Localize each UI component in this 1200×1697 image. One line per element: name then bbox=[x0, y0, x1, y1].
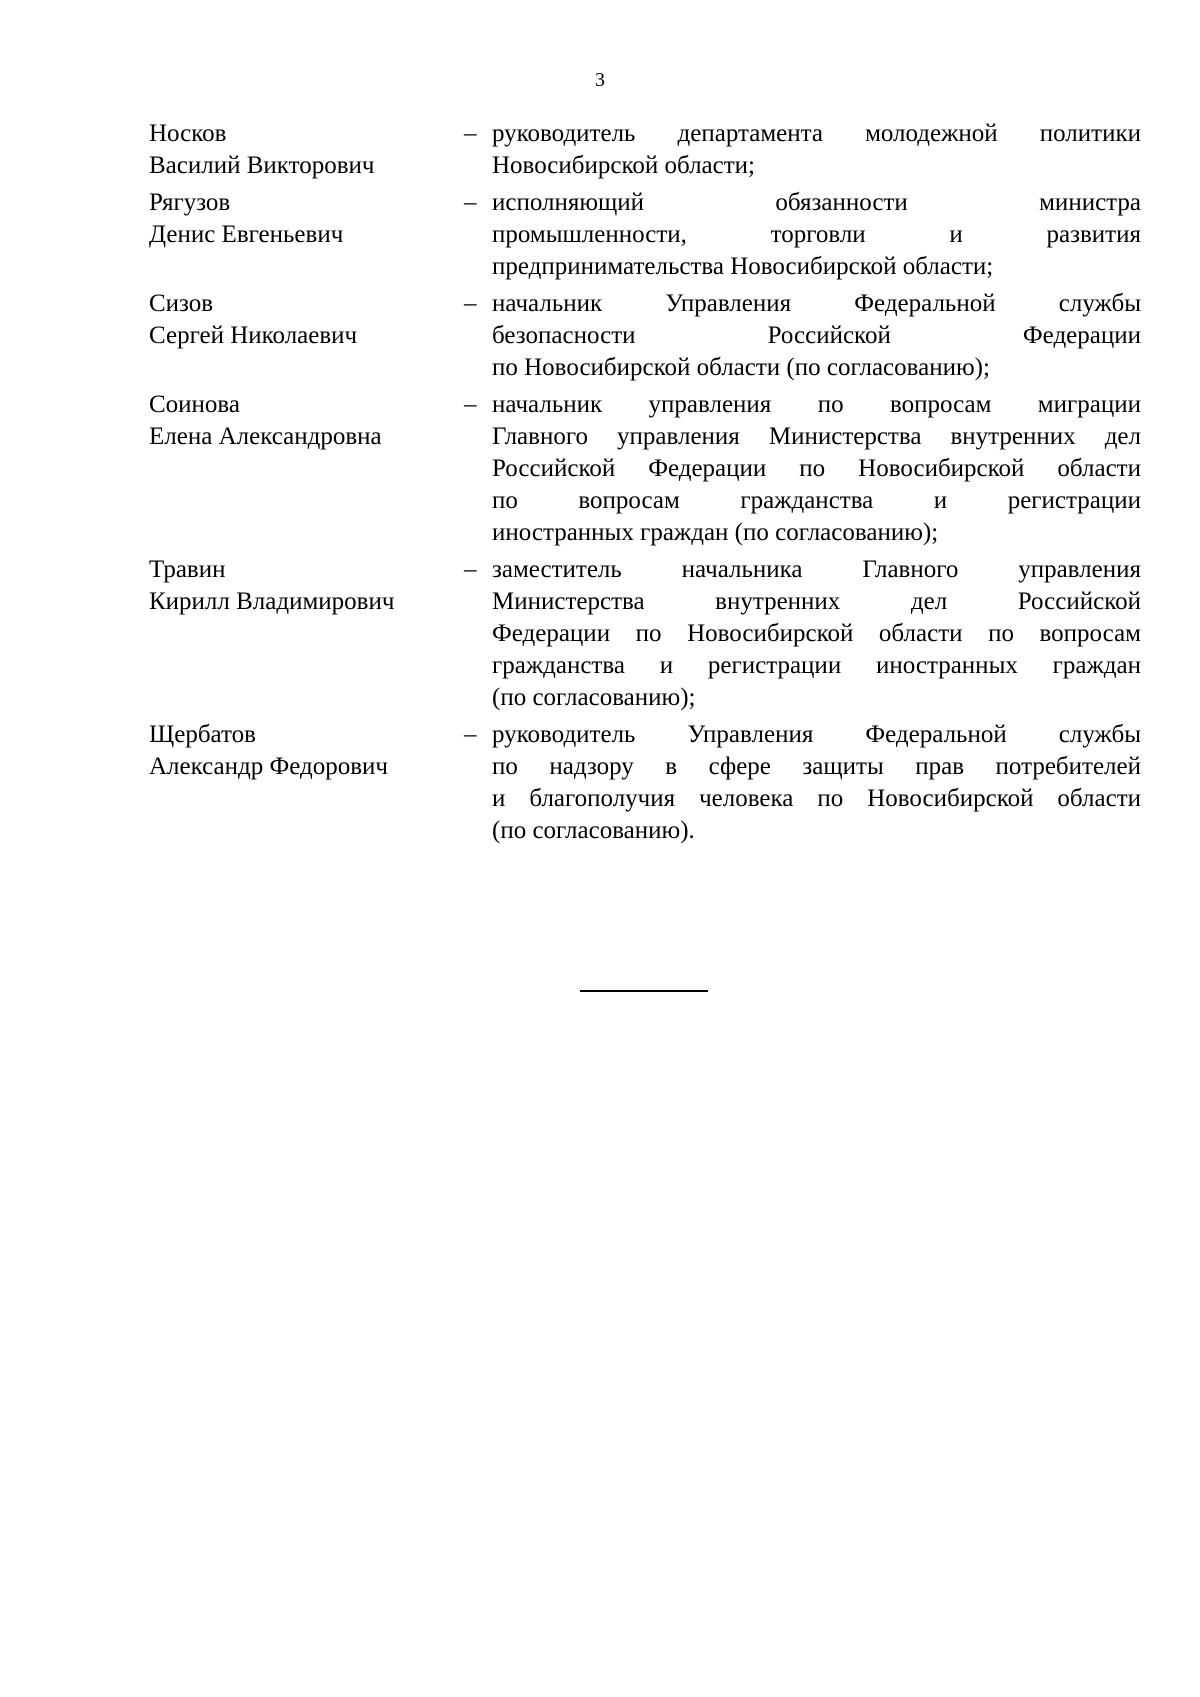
person-surname: Сизов bbox=[149, 290, 214, 317]
position-line: и благополучия человека по Новосибирской области bbox=[492, 785, 1141, 812]
roster-entry bbox=[149, 554, 1141, 714]
position-text bbox=[492, 118, 1141, 182]
person-given-names: Александр Федорович bbox=[149, 753, 388, 780]
position-line: (по согласованию); bbox=[492, 684, 696, 711]
position-line: гражданства и регистрации иностранных граждан bbox=[492, 652, 1141, 679]
dash-separator: – bbox=[464, 556, 477, 583]
position-line: начальник Управления Федеральной службы bbox=[492, 290, 1141, 317]
position-line: Новосибирской области; bbox=[492, 152, 756, 179]
position-line: Российской Федерации по Новосибирской области bbox=[492, 455, 1141, 482]
position-line: Министерства внутренних дел Российской bbox=[492, 588, 1141, 615]
person-given-names: Елена Александровна bbox=[149, 423, 382, 450]
position-line: исполняющий обязанности министра bbox=[492, 189, 1141, 216]
position-line: предпринимательства Новосибирской области; bbox=[492, 253, 994, 280]
position-line: по Новосибирской области (по согласованию); bbox=[492, 354, 990, 381]
person-surname: Носков bbox=[149, 120, 227, 147]
position-text bbox=[492, 288, 1141, 384]
dash-separator: – bbox=[464, 721, 477, 748]
dash-separator: – bbox=[464, 391, 477, 418]
person-name bbox=[149, 389, 464, 453]
person-surname: Щербатов bbox=[149, 721, 256, 748]
roster-entry bbox=[149, 187, 1141, 283]
person-name bbox=[149, 288, 464, 352]
person-name bbox=[149, 554, 464, 618]
position-line: заместитель начальника Главного управления bbox=[492, 556, 1141, 583]
dash-separator: – bbox=[464, 290, 477, 317]
position-text bbox=[492, 187, 1141, 283]
person-surname: Травин bbox=[149, 556, 226, 583]
position-line: по надзору в сфере защиты прав потребителей bbox=[492, 753, 1141, 780]
end-of-list-rule bbox=[580, 990, 708, 992]
position-line: иностранных граждан (по согласованию); bbox=[492, 519, 939, 546]
person-given-names: Сергей Николаевич bbox=[149, 322, 358, 349]
roster-entry bbox=[149, 389, 1141, 549]
position-line: руководитель Управления Федеральной службы bbox=[492, 721, 1141, 748]
position-line: Главного управления Министерства внутренних дел bbox=[492, 423, 1141, 450]
position-text bbox=[492, 719, 1141, 847]
position-line: руководитель департамента молодежной политики bbox=[492, 120, 1141, 147]
position-line: (по согласованию). bbox=[492, 817, 695, 844]
position-line: промышленности, торговли и развития bbox=[492, 221, 1141, 248]
position-line: начальник управления по вопросам миграции bbox=[492, 391, 1141, 418]
person-name bbox=[149, 719, 464, 783]
dash-separator: – bbox=[464, 189, 477, 216]
member-roster bbox=[149, 118, 1141, 852]
roster-entry bbox=[149, 118, 1141, 182]
person-name bbox=[149, 118, 464, 182]
roster-entry bbox=[149, 719, 1141, 847]
roster-entry bbox=[149, 288, 1141, 384]
person-given-names: Василий Викторович bbox=[149, 152, 375, 179]
person-name bbox=[149, 187, 464, 251]
dash-separator: – bbox=[464, 120, 477, 147]
page-number: 3 bbox=[595, 69, 605, 91]
person-surname: Соинова bbox=[149, 391, 241, 418]
position-text bbox=[492, 554, 1141, 714]
position-line: по вопросам гражданства и регистрации bbox=[492, 487, 1141, 514]
position-line: безопасности Российской Федерации bbox=[492, 322, 1141, 349]
person-given-names: Денис Евгеньевич bbox=[149, 221, 344, 248]
person-surname: Рягузов bbox=[149, 189, 231, 216]
position-line: Федерации по Новосибирской области по вопросам bbox=[492, 620, 1141, 647]
person-given-names: Кирилл Владимирович bbox=[149, 588, 395, 615]
position-text bbox=[492, 389, 1141, 549]
